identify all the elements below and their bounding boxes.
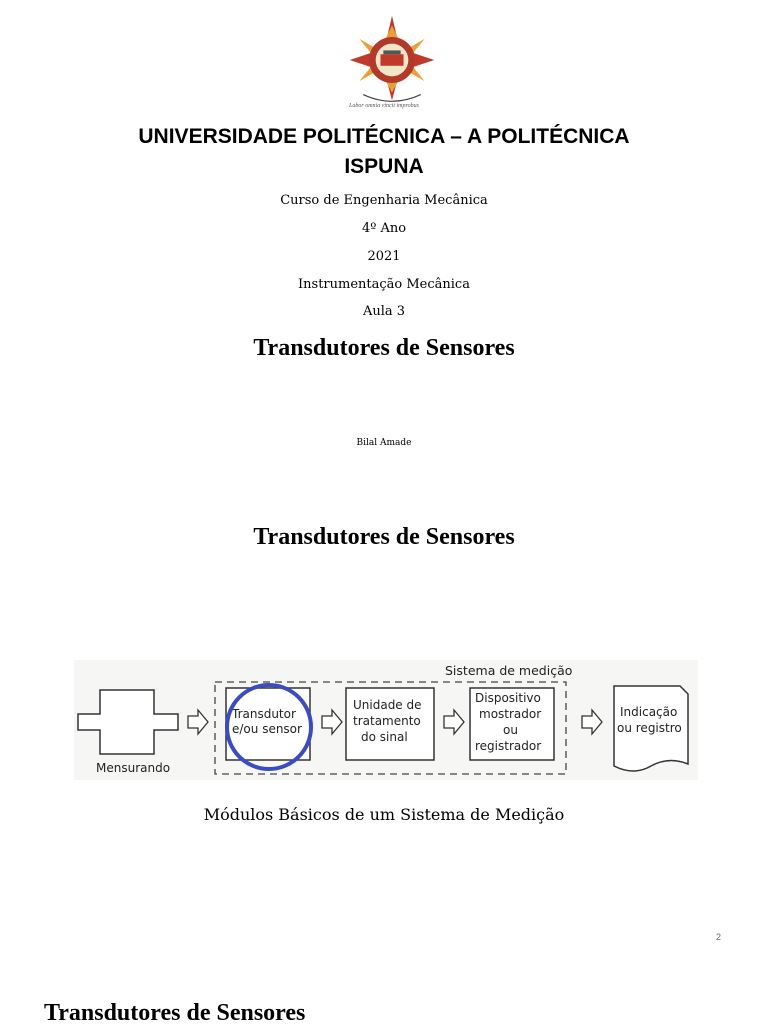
signal-unit-label-2: tratamento [353, 714, 421, 728]
course-name: Curso de Engenharia Mecânica [280, 193, 488, 208]
next-slide-title: Transdutores de Sensores [44, 1000, 306, 1026]
university-acronym: ISPUNA [344, 155, 424, 178]
display-label-3: ou [503, 723, 518, 737]
subject-name: Instrumentação Mecânica [298, 277, 470, 292]
lesson-number: Aula 3 [362, 304, 406, 319]
academic-year: 2021 [367, 249, 401, 264]
author-name: Bilal Amade [356, 438, 412, 448]
transducer-label-2: e/ou sensor [232, 722, 302, 736]
transducer-label-1: Transdutor [232, 707, 296, 721]
system-label: Sistema de medição [445, 663, 573, 678]
cover-title: Transdutores de Sensores [253, 335, 515, 361]
signal-unit-label-1: Unidade de [353, 698, 422, 712]
crest-motto: Labor omnia vincit improbus [349, 103, 419, 109]
output-label-2: ou registro [617, 721, 682, 735]
measurand-label: Mensurando [96, 761, 171, 775]
output-label-1: Indicação [620, 705, 678, 719]
display-label-2: mostrador [479, 707, 542, 721]
page-number: 2 [716, 932, 722, 942]
diagram-caption: Módulos Básicos de um Sistema de Medição [203, 805, 565, 824]
measurement-system-diagram [74, 660, 698, 780]
slide-title: Transdutores de Sensores [253, 524, 515, 550]
display-label-4: registrador [475, 739, 542, 753]
year-of-study: 4º Ano [361, 221, 407, 236]
signal-unit-label-3: do sinal [361, 730, 408, 744]
university-name: UNIVERSIDADE POLITÉCNICA – A POLITÉCNICA [138, 125, 630, 148]
display-label-1: Dispositivo [475, 691, 541, 705]
